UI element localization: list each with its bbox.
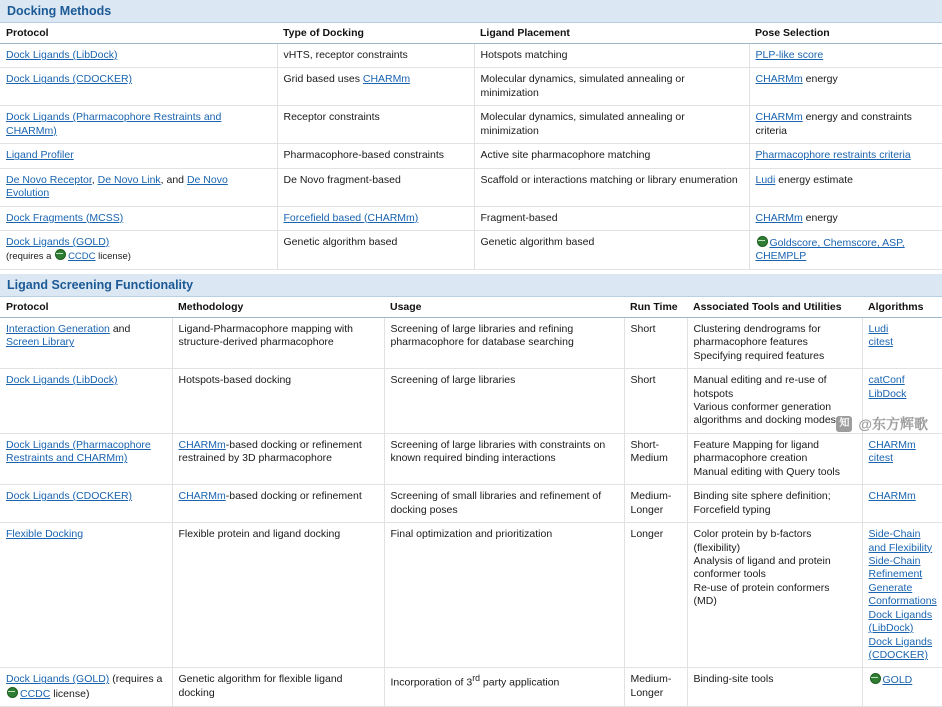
cell-line <box>694 490 856 517</box>
cell-text: Genetic algorithm based <box>480 235 595 248</box>
cell-text: Re-use of protein conformers (MD) <box>693 581 830 608</box>
column-header-protocol: Protocol <box>0 297 172 318</box>
cell-type-of-docking <box>277 168 474 206</box>
cell-line <box>284 149 468 162</box>
cell-text: Binding site sphere definition; Forcefield typing <box>693 490 831 516</box>
globe-icon <box>757 236 768 247</box>
cell-line <box>694 673 856 686</box>
cell-text: Longer <box>630 686 664 699</box>
cell-link[interactable]: CCDC <box>20 687 51 700</box>
cell-line <box>631 452 681 465</box>
cell-line <box>179 673 378 700</box>
cell-type-of-docking <box>277 68 474 106</box>
cell-text: Medium <box>630 452 668 465</box>
table-row <box>0 44 942 68</box>
cell-line <box>869 636 937 663</box>
cell-associated-tools <box>687 485 862 523</box>
cell-line <box>694 323 856 350</box>
cell-run-time <box>624 485 687 523</box>
cell-line <box>6 149 271 162</box>
cell-pose-selection <box>749 230 942 269</box>
cell-line <box>694 582 856 609</box>
cell-line <box>391 490 618 517</box>
cell-line <box>694 528 856 555</box>
column-header-pose-selection: Pose Selection <box>749 23 942 44</box>
cell-link[interactable]: GOLD <box>882 674 913 687</box>
table-row <box>0 230 942 269</box>
cell-line <box>284 212 468 225</box>
cell-line <box>869 374 937 387</box>
cell-text: , <box>91 173 98 186</box>
cell-ligand-placement <box>474 106 749 144</box>
table-row <box>0 485 942 523</box>
cell-text: Ligand-Pharmacophore mapping with structure-derived pharmacophore <box>178 322 354 349</box>
cell-line <box>694 466 856 479</box>
column-header-run-time: Run Time <box>624 297 687 318</box>
cell-link[interactable]: De Novo Evolution <box>6 173 228 200</box>
cell-line <box>284 73 468 86</box>
column-header-ligand-placement: Ligand Placement <box>474 23 749 44</box>
cell-text: De Novo fragment-based <box>283 173 401 186</box>
cell-line <box>481 149 743 162</box>
cell-line <box>631 439 681 452</box>
cell-line <box>6 174 271 201</box>
cell-usage <box>384 668 624 707</box>
cell-line <box>869 439 937 452</box>
cell-associated-tools <box>687 668 862 707</box>
cell-text: -based docking or refinement restrained by 3D pharmacophore <box>178 438 362 465</box>
cell-text: vHTS, receptor constraints <box>283 49 408 61</box>
cell-text: , and <box>160 173 187 186</box>
cell-line <box>284 111 468 124</box>
cell-line <box>284 174 468 187</box>
cell-text: (requires a <box>109 673 163 686</box>
section-title-docking-methods: Docking Methods <box>0 0 942 23</box>
cell-link[interactable]: CHARMm <box>755 73 803 86</box>
cell-line <box>869 323 937 336</box>
cell-text: Longer <box>630 503 664 516</box>
table-row <box>0 68 942 106</box>
cell-line <box>631 673 681 686</box>
cell-line <box>179 528 378 541</box>
cell-line <box>869 609 937 636</box>
cell-text: Medium- <box>630 673 672 686</box>
cell-line <box>631 323 681 336</box>
cell-link[interactable]: Goldscore, Chemscore, ASP, CHEMPLP <box>755 236 905 263</box>
cell-line <box>6 236 271 249</box>
globe-icon <box>55 249 66 260</box>
cell-text: Hotspots matching <box>480 49 568 61</box>
cell-line <box>481 174 743 187</box>
cell-type-of-docking <box>277 106 474 144</box>
cell-pose-selection <box>749 144 942 168</box>
cell-associated-tools <box>687 317 862 368</box>
superscript: rd <box>472 673 480 684</box>
cell-run-time <box>624 668 687 707</box>
cell-link[interactable]: CHARMm <box>178 490 226 503</box>
cell-text: license) <box>50 687 90 700</box>
cell-link[interactable]: Dock Ligands (Pharmacophore Restraints and CHARMm) <box>6 111 222 137</box>
cell-line <box>869 388 937 401</box>
cell-associated-tools <box>687 433 862 484</box>
cell-link[interactable]: CHARMm <box>755 111 803 124</box>
cell-link[interactable]: Side-Chain Refinement <box>868 554 923 581</box>
cell-line <box>391 528 618 541</box>
cell-link[interactable]: Dock Fragments (MCSS) <box>6 211 124 224</box>
table-body-ligand-screening <box>0 317 942 707</box>
cell-text: Active site pharmacophore matching <box>480 149 651 162</box>
cell-text: Grid based uses <box>283 73 363 86</box>
cell-line <box>179 439 378 466</box>
cell-line <box>756 174 937 187</box>
cell-link[interactable]: De Novo Receptor <box>6 173 92 186</box>
cell-link[interactable]: De Novo Link <box>97 173 161 186</box>
cell-protocol <box>0 668 172 707</box>
cell-link[interactable]: Dock Ligands (LibDock) <box>6 374 118 387</box>
cell-link[interactable]: Dock Ligands (LibDock) <box>6 49 118 61</box>
section-title-ligand-screening: Ligand Screening Functionality <box>0 274 942 297</box>
cell-text: Screening of large libraries and refining pharmacophore for database searching <box>390 322 574 349</box>
cell-usage <box>384 485 624 523</box>
cell-protocol <box>0 206 277 230</box>
cell-text: (requires a <box>6 251 55 263</box>
cell-link[interactable]: Dock Ligands (LibDock) <box>868 608 933 635</box>
cell-line <box>631 504 681 517</box>
cell-usage <box>384 317 624 368</box>
table-docking-methods <box>0 23 942 270</box>
cell-text: Short- <box>630 438 660 451</box>
cell-text: Specifying required features <box>693 349 825 362</box>
cell-methodology <box>172 668 384 707</box>
cell-protocol <box>0 317 172 368</box>
cell-text: Pharmacophore-based constraints <box>283 149 445 162</box>
cell-protocol <box>0 68 277 106</box>
cell-algorithms <box>862 433 942 484</box>
globe-icon <box>870 673 881 684</box>
cell-text: Medium- <box>630 490 672 503</box>
cell-run-time <box>624 523 687 668</box>
cell-link[interactable]: Flexible Docking <box>6 528 84 541</box>
table-row <box>0 369 942 434</box>
cell-protocol <box>0 44 277 68</box>
cell-text: Screening of large libraries <box>390 374 516 387</box>
cell-usage <box>384 369 624 434</box>
cell-line <box>694 374 856 401</box>
cell-link[interactable]: catConf <box>868 374 905 387</box>
cell-protocol <box>0 106 277 144</box>
cell-text: Flexible protein and ligand docking <box>178 528 341 541</box>
zhihu-logo-icon: 知 <box>836 416 852 432</box>
cell-methodology <box>172 433 384 484</box>
table-header-row <box>0 23 942 44</box>
table-row <box>0 668 942 707</box>
cell-text: -based docking or refinement <box>225 490 362 503</box>
cell-link[interactable]: Dock Ligands (CDOCKER) <box>6 73 133 86</box>
cell-pose-selection <box>749 168 942 206</box>
cell-line <box>756 111 937 138</box>
cell-methodology <box>172 523 384 668</box>
cell-link[interactable]: CHARMm <box>868 438 916 451</box>
cell-line <box>284 49 468 62</box>
cell-protocol <box>0 433 172 484</box>
cell-ligand-placement <box>474 44 749 68</box>
cell-line <box>284 236 468 249</box>
cell-line <box>6 249 271 263</box>
cell-run-time <box>624 369 687 434</box>
cell-link[interactable]: Dock Ligands (GOLD) <box>6 235 110 248</box>
cell-line <box>869 490 937 503</box>
cell-type-of-docking <box>277 230 474 269</box>
cell-line <box>481 111 743 138</box>
cell-text: Final optimization and prioritization <box>390 528 553 541</box>
cell-line <box>6 73 271 86</box>
cell-link[interactable]: CCDC <box>68 251 96 263</box>
cell-link[interactable]: CHARMm <box>755 211 803 224</box>
cell-line <box>756 236 937 264</box>
table-header-row <box>0 297 942 318</box>
cell-line <box>481 73 743 100</box>
cell-line <box>6 528 166 541</box>
cell-line <box>694 350 856 363</box>
cell-line <box>6 212 271 225</box>
cell-algorithms <box>862 485 942 523</box>
cell-line <box>6 323 166 350</box>
cell-run-time <box>624 433 687 484</box>
cell-text: Manual editing and re-use of hotspots <box>693 374 827 400</box>
cell-line <box>694 401 856 428</box>
cell-link[interactable]: citest <box>868 452 894 465</box>
cell-link[interactable]: CHARMm <box>362 73 411 86</box>
cell-text: Short <box>630 322 656 335</box>
cell-text: Hotspots-based docking <box>178 374 292 387</box>
cell-pose-selection <box>749 206 942 230</box>
cell-line <box>179 490 378 503</box>
cell-line <box>869 555 937 582</box>
cell-protocol <box>0 230 277 269</box>
cell-link[interactable]: Ligand Profiler <box>6 149 74 162</box>
cell-protocol <box>0 168 277 206</box>
cell-ligand-placement <box>474 68 749 106</box>
cell-text: Binding-site tools <box>693 673 774 686</box>
cell-pose-selection <box>749 44 942 68</box>
cell-line <box>756 49 937 62</box>
cell-text: Scaffold or interactions matching or library enumeration <box>480 173 738 186</box>
cell-algorithms <box>862 523 942 668</box>
cell-line <box>6 374 166 387</box>
cell-text: energy and constraints criteria <box>755 111 912 137</box>
cell-protocol <box>0 485 172 523</box>
cell-line <box>869 673 937 687</box>
cell-line <box>6 673 166 701</box>
cell-line <box>631 687 681 700</box>
cell-text: and <box>109 322 131 335</box>
cell-protocol <box>0 144 277 168</box>
cell-line <box>631 374 681 387</box>
cell-ligand-placement <box>474 206 749 230</box>
cell-line <box>631 490 681 503</box>
cell-line <box>6 111 271 138</box>
cell-text: Manual editing with Query tools <box>693 465 840 478</box>
table-body-docking-methods <box>0 44 942 270</box>
column-header-associated-tools: Associated Tools and Utilities <box>687 297 862 318</box>
cell-line: Incorporation of 3rd party application <box>390 673 560 689</box>
cell-link[interactable]: Dock Ligands (GOLD) <box>6 673 110 686</box>
table-row <box>0 433 942 484</box>
cell-pose-selection <box>749 106 942 144</box>
cell-usage <box>384 523 624 668</box>
cell-text: energy estimate <box>775 173 853 186</box>
cell-run-time <box>624 317 687 368</box>
cell-text: Screening of large libraries with constraints on known required binding interactions <box>390 438 606 465</box>
watermark <box>836 414 928 434</box>
cell-ligand-placement <box>474 230 749 269</box>
cell-text: Various conformer generation algorithms and docking modes <box>693 401 836 427</box>
cell-ligand-placement <box>474 144 749 168</box>
cell-link[interactable]: Ludi <box>755 173 776 186</box>
cell-link[interactable]: PLP-like score <box>755 49 824 61</box>
cell-link[interactable]: Screen Library <box>6 336 75 349</box>
cell-protocol <box>0 369 172 434</box>
cell-link[interactable]: Interaction Generation <box>6 322 110 335</box>
cell-protocol <box>0 523 172 668</box>
cell-line <box>481 49 743 62</box>
cell-line <box>756 212 937 225</box>
cell-text: Genetic algorithm for flexible ligand docking <box>178 673 343 699</box>
cell-text: license) <box>95 251 131 263</box>
cell-link[interactable]: Forcefield based (CHARMm) <box>283 211 419 224</box>
table-row <box>0 523 942 668</box>
cell-line <box>391 439 618 466</box>
cell-type-of-docking <box>277 206 474 230</box>
table-row <box>0 144 942 168</box>
cell-text: energy <box>802 211 838 224</box>
column-header-usage: Usage <box>384 297 624 318</box>
cell-associated-tools <box>687 523 862 668</box>
table-ligand-screening <box>0 297 942 707</box>
cell-text: Fragment-based <box>480 211 558 224</box>
cell-usage <box>384 433 624 484</box>
column-header-algorithms: Algorithms <box>862 297 942 318</box>
cell-link[interactable]: LibDock <box>868 387 907 400</box>
cell-link[interactable]: Ludi <box>868 322 889 335</box>
cell-link[interactable]: citest <box>868 336 894 349</box>
cell-text: Feature Mapping for ligand pharmacophore creation <box>693 438 819 465</box>
cell-text: Screening of small libraries and refinement of docking poses <box>390 490 602 516</box>
cell-type-of-docking <box>277 144 474 168</box>
cell-line <box>6 439 166 466</box>
cell-line <box>391 323 618 350</box>
cell-text: Receptor constraints <box>283 111 380 124</box>
table-row <box>0 106 942 144</box>
cell-text: Clustering dendrograms for pharmacophore features <box>693 322 821 349</box>
column-header-type-of-docking: Type of Docking <box>277 23 474 44</box>
cell-line <box>179 323 378 350</box>
cell-ligand-placement <box>474 168 749 206</box>
cell-line <box>6 49 271 62</box>
cell-pose-selection <box>749 68 942 106</box>
cell-methodology <box>172 369 384 434</box>
cell-text: Analysis of ligand and protein conformer tools <box>693 554 831 581</box>
cell-line <box>179 374 378 387</box>
cell-link[interactable]: CHARMm <box>868 490 916 503</box>
cell-line <box>391 374 618 387</box>
cell-line <box>481 212 743 225</box>
cell-line <box>481 236 743 249</box>
cell-line <box>631 528 681 541</box>
cell-line <box>756 149 937 162</box>
cell-line <box>869 528 937 555</box>
cell-text: Short <box>630 374 656 387</box>
cell-line <box>756 73 937 86</box>
column-header-protocol: Protocol <box>0 23 277 44</box>
cell-line <box>869 582 937 609</box>
cell-methodology <box>172 485 384 523</box>
table-row <box>0 317 942 368</box>
cell-text: Molecular dynamics, simulated annealing or minimization <box>480 111 685 137</box>
cell-link[interactable]: Generate Conformations <box>868 581 937 608</box>
cell-text: Color protein by b-factors (flexibility) <box>693 528 812 554</box>
cell-algorithms <box>862 668 942 707</box>
cell-text: Molecular dynamics, simulated annealing or minimization <box>480 73 685 99</box>
cell-type-of-docking <box>277 44 474 68</box>
cell-line <box>694 439 856 466</box>
cell-link[interactable]: Pharmacophore restraints criteria <box>755 149 911 162</box>
cell-link[interactable]: Dock Ligands (Pharmacophore Restraints and CHARMm) <box>6 438 151 465</box>
watermark-text: @东方辉歌 <box>858 416 928 432</box>
column-header-methodology: Methodology <box>172 297 384 318</box>
cell-line <box>6 490 166 503</box>
cell-line <box>869 452 937 465</box>
cell-methodology <box>172 317 384 368</box>
cell-text: energy <box>802 73 838 86</box>
cell-line <box>869 336 937 349</box>
cell-link[interactable]: Dock Ligands (CDOCKER) <box>6 490 133 503</box>
cell-link[interactable]: CHARMm <box>178 438 226 451</box>
cell-link[interactable]: Side-Chain and Flexibility <box>868 528 933 554</box>
cell-algorithms <box>862 317 942 368</box>
table-row <box>0 168 942 206</box>
cell-text: Genetic algorithm based <box>283 235 398 248</box>
cell-link[interactable]: Dock Ligands (CDOCKER) <box>868 635 933 661</box>
table-row <box>0 206 942 230</box>
cell-line <box>694 555 856 582</box>
globe-icon <box>7 687 18 698</box>
cell-text: Longer <box>630 528 664 541</box>
